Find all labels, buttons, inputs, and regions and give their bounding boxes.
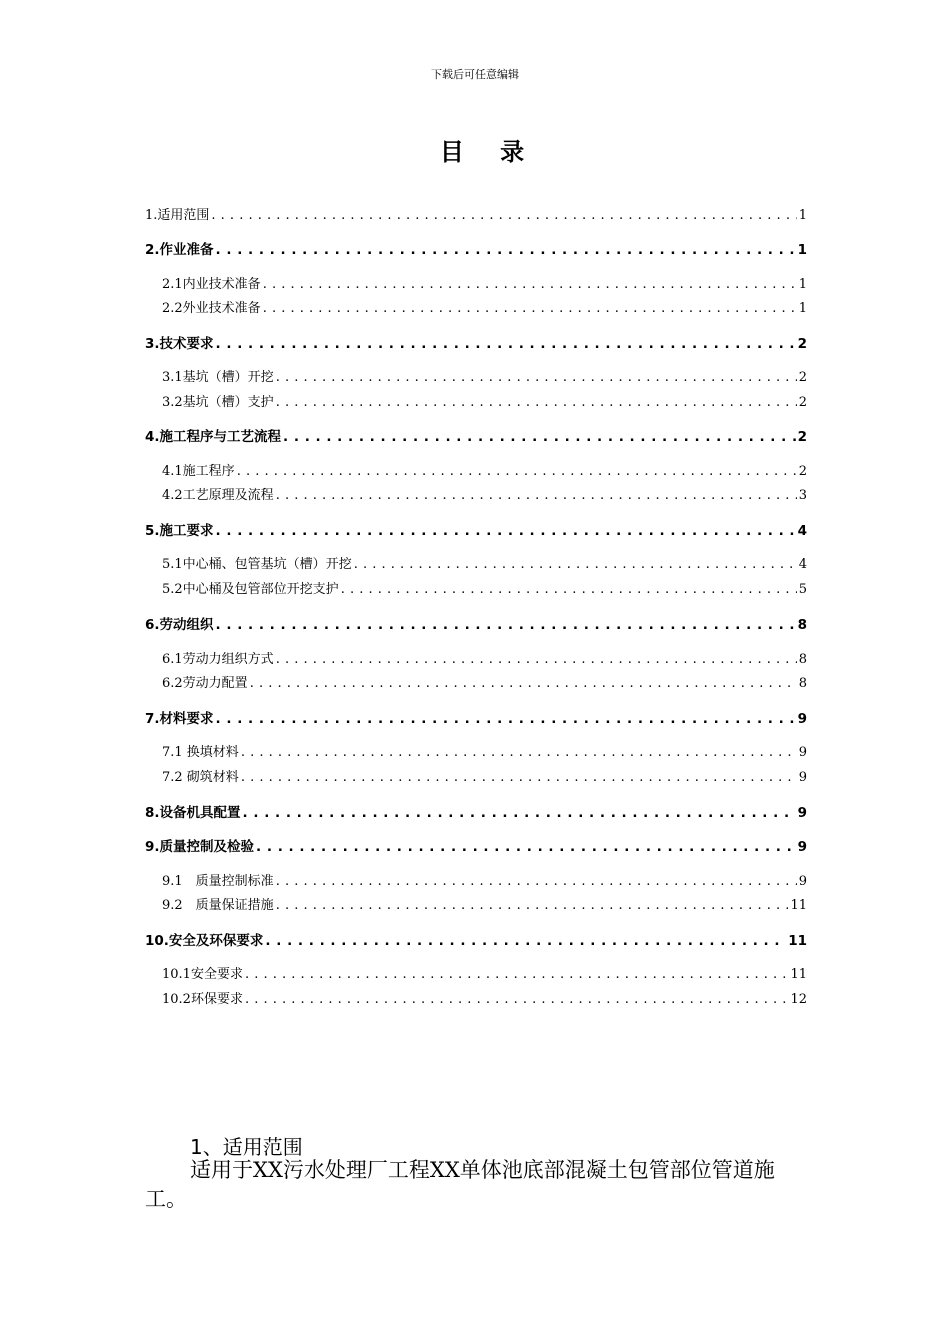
toc-dot-leader (245, 992, 789, 1007)
toc-dot-leader (211, 208, 796, 223)
toc-entry-label: 3.1基坑（槽）开挖 (162, 370, 274, 385)
toc-entry-label: 7.1 换填材料 (162, 745, 239, 760)
toc-entry-page: 2 (797, 429, 807, 445)
toc-entry-label: 7.2 砌筑材料 (162, 770, 239, 785)
toc-entry-page: 9 (797, 805, 807, 821)
toc-entry-page: 2 (797, 336, 807, 352)
toc-dot-leader (341, 582, 797, 597)
toc-entry-label: 9.1 质量控制标准 (162, 874, 274, 889)
toc-entry[interactable] (162, 460, 807, 479)
toc-entry-label: 10.安全及环保要求 (145, 933, 264, 949)
toc-dot-leader (250, 676, 797, 691)
toc-entry-page: 12 (790, 992, 807, 1007)
toc-entry[interactable] (145, 707, 807, 727)
toc-entry-page: 9 (798, 874, 807, 889)
toc-entry-page: 9 (798, 770, 807, 785)
toc-dot-leader (216, 336, 796, 352)
toc-entry-page: 2 (798, 464, 807, 479)
toc-entry-label: 6.劳动组织 (145, 617, 214, 633)
toc-entry-page: 1 (798, 277, 807, 292)
toc-entry-page: 8 (798, 652, 807, 667)
toc-entry[interactable] (162, 741, 807, 760)
toc-entry[interactable] (162, 391, 807, 410)
toc-entry-page: 4 (797, 523, 807, 539)
toc-entry-label: 8.设备机具配置 (145, 805, 241, 821)
toc-entry-label: 4.1施工程序 (162, 464, 235, 479)
toc-entry-page: 8 (798, 676, 807, 691)
toc-entry-page: 2 (798, 370, 807, 385)
toc-entry[interactable] (162, 988, 807, 1007)
toc-entry-label: 9.2 质量保证措施 (162, 898, 274, 913)
toc-dot-leader (354, 557, 797, 572)
toc-dot-leader (263, 301, 797, 316)
toc-dot-leader (241, 745, 797, 760)
toc-entry-page: 5 (798, 582, 807, 597)
toc-entry-label: 5.1中心桶、包管基坑（槽）开挖 (162, 557, 352, 572)
toc-entry-page: 3 (798, 488, 807, 503)
toc-entry[interactable] (162, 578, 807, 597)
toc-entry-page: 9 (797, 839, 807, 855)
toc-entry-page: 1 (798, 301, 807, 316)
toc-entry[interactable] (162, 366, 807, 385)
toc-entry-label: 5.2中心桶及包管部位开挖支护 (162, 582, 339, 597)
toc-dot-leader (243, 805, 796, 821)
toc-entry-page: 11 (788, 933, 807, 949)
toc-entry-page: 1 (797, 242, 807, 258)
toc-entry-label: 5.施工要求 (145, 523, 214, 539)
toc-entry[interactable] (162, 766, 807, 785)
toc-entry[interactable] (145, 332, 807, 352)
toc-entry[interactable] (145, 929, 807, 949)
toc-entry-page: 8 (797, 617, 807, 633)
toc-entry[interactable] (162, 553, 807, 572)
toc-entry-page: 9 (797, 711, 807, 727)
toc-entry[interactable] (145, 801, 807, 821)
toc-dot-leader (276, 652, 797, 667)
toc-dot-leader (276, 488, 797, 503)
toc-entry-label: 2.1内业技术准备 (162, 277, 261, 292)
toc-entry-label: 2.作业准备 (145, 242, 214, 258)
toc-entry[interactable] (145, 425, 807, 445)
toc-dot-leader (283, 429, 796, 445)
toc-entry[interactable] (162, 273, 807, 292)
toc-dot-leader (216, 711, 796, 727)
toc-dot-leader (241, 770, 797, 785)
toc-entry-label: 3.2基坑（槽）支护 (162, 395, 274, 410)
toc-entry-label: 4.施工程序与工艺流程 (145, 429, 282, 445)
toc-entry-label: 9.质量控制及检验 (145, 839, 255, 855)
toc-dot-leader (263, 277, 797, 292)
toc-entry[interactable] (145, 238, 807, 258)
toc-entry[interactable] (162, 648, 807, 667)
toc-entry-page: 4 (798, 557, 807, 572)
toc-entry[interactable] (162, 894, 807, 913)
toc-entry-page: 11 (790, 967, 807, 982)
toc-entry-label: 4.2工艺原理及流程 (162, 488, 274, 503)
toc-entry-page: 2 (798, 395, 807, 410)
toc-dot-leader (276, 395, 797, 410)
toc-dot-leader (245, 967, 789, 982)
toc-dot-leader (265, 933, 786, 949)
toc-entry-label: 1.适用范围 (145, 208, 210, 223)
toc-dot-leader (256, 839, 796, 855)
toc-entry-label: 7.材料要求 (145, 711, 214, 727)
toc-dot-leader (276, 898, 789, 913)
toc-entry[interactable] (145, 204, 807, 223)
toc-entry[interactable] (145, 835, 807, 855)
toc-entry-label: 3.技术要求 (145, 336, 214, 352)
toc-entry-label: 10.2环保要求 (162, 992, 243, 1007)
toc-dot-leader (216, 523, 796, 539)
toc-entry-label: 10.1安全要求 (162, 967, 243, 982)
toc-entry[interactable] (162, 484, 807, 503)
toc-dot-leader (276, 370, 797, 385)
header-note: 下载后可任意编辑 (431, 68, 519, 81)
toc-entry-page: 9 (798, 745, 807, 760)
toc-entry-label: 2.2外业技术准备 (162, 301, 261, 316)
toc-entry-page: 1 (798, 208, 807, 223)
toc-entry[interactable] (162, 672, 807, 691)
toc-title: 目 录 (439, 138, 539, 166)
toc-entry-label: 6.2劳动力配置 (162, 676, 248, 691)
toc-entry[interactable] (145, 613, 807, 633)
toc-dot-leader (216, 617, 796, 633)
section-body: 适用于XX污水处理厂工程XX单体池底部混凝土包管部位管道施工。 (145, 1158, 775, 1211)
toc-entry[interactable] (162, 963, 807, 982)
toc-dot-leader (237, 464, 797, 479)
toc-entry[interactable] (162, 870, 807, 889)
toc-entry-page: 11 (790, 898, 807, 913)
section-heading: 1、适用范围 (190, 1135, 303, 1159)
toc-entry-label: 6.1劳动力组织方式 (162, 652, 274, 667)
toc-entry[interactable] (145, 519, 807, 539)
toc-dot-leader (276, 874, 797, 889)
toc-dot-leader (216, 242, 796, 258)
toc-entry[interactable] (162, 297, 807, 316)
